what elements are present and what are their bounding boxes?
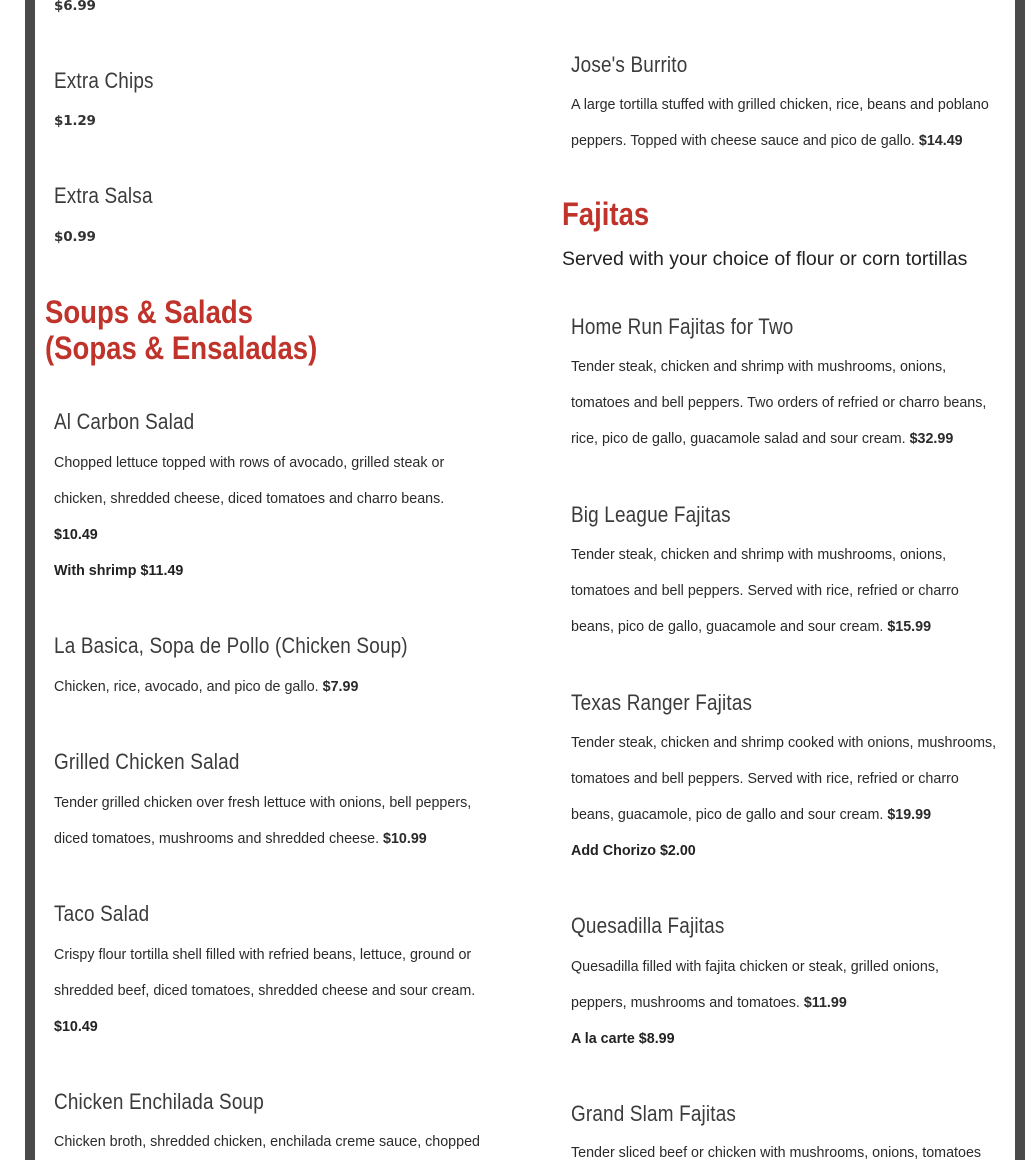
menu-item-desc: Tender steak, chicken and shrimp with mushrooms, onions, [571,359,947,375]
menu-item-price: $19.99 [887,807,932,823]
menu-item-desc: Tender sliced beef or chicken with mushrooms, onions, tomatoes [571,1145,982,1160]
menu-item-desc [571,995,847,1011]
menu-item-title: Quesadilla Fajitas [571,913,725,938]
menu-item-extra: Add Chorizo $2.00 [571,843,696,859]
menu-item-price: $10.49 [54,1019,98,1035]
menu-item-title: Grand Slam Fajitas [571,1101,737,1126]
section-subtitle: Served with your choice of flour or corn tortillas [562,248,968,270]
section-title-soups-salads [45,294,317,366]
menu-item-desc [54,831,427,847]
menu-item-title: Extra Chips [54,68,154,93]
menu-item-title: Extra Salsa [54,183,153,208]
menu-item-price: $15.99 [887,619,932,635]
menu-item-desc: chicken, shredded cheese, diced tomatoes and charro beans. [54,491,445,507]
menu-item-desc: Quesadilla filled with fajita chicken or steak, grilled onions, [571,959,939,975]
menu-item-title: Al Carbon Salad [54,409,195,434]
section-title-fajitas: Fajitas [562,196,650,232]
menu-item-desc [54,679,358,695]
menu-item-price: $0.99 [54,229,96,245]
menu-item-title: Grilled Chicken Salad [54,749,240,774]
menu-item-title: Taco Salad [54,901,150,926]
section-title-line: Soups & Salads [45,294,253,330]
menu-item-desc: shredded beef, diced tomatoes, shredded cheese and sour cream. [54,983,476,999]
menu-item-title: Big League Fajitas [571,502,731,527]
menu-item-desc: Tender steak, chicken and shrimp with mushrooms, onions, [571,547,947,563]
top-price: $6.99 [54,0,96,14]
menu-item-desc: tomatoes and bell peppers. Two orders of refried or charro beans, [571,395,987,411]
desc-text: diced tomatoes, mushrooms and shredded cheese. [54,831,380,847]
menu-item-desc [571,431,953,447]
menu-item-price: $7.99 [322,679,359,695]
desc-text: beans, pico de gallo, guacamole and sour cream. [571,619,884,635]
menu-item-desc: tomatoes and bell peppers. Served with rice, refried or charro [571,583,959,599]
menu-item-desc: Tender steak, chicken and shrimp cooked with onions, mushrooms, [571,735,997,751]
menu-item-title: Texas Ranger Fajitas [571,690,753,715]
desc-text: beans, guacamole, pico de gallo and sour cream. [571,807,884,823]
menu-item-price: $11.99 [803,995,847,1011]
menu-item-extra: A la carte $8.99 [571,1031,675,1047]
menu-item-desc: Tender grilled chicken over fresh lettuce with onions, bell peppers, [54,795,472,811]
left-border [25,0,35,1160]
menu-item-desc: tomatoes and bell peppers. Served with rice, refried or charro [571,771,959,787]
menu-item-desc [571,133,963,149]
menu-item-desc: A large tortilla stuffed with grilled chicken, rice, beans and poblano [571,97,989,113]
menu-item-desc [571,807,931,823]
section-title-line: (Sopas & Ensaladas) [45,330,318,366]
menu-item-price: $10.49 [54,527,98,543]
menu-item-price: $14.49 [918,133,963,149]
desc-text: peppers. Topped with cheese sauce and pico de gallo. [571,133,915,149]
menu-item-title: La Basica, Sopa de Pollo (Chicken Soup) [54,633,408,658]
menu-item-title: Jose's Burrito [571,52,688,77]
menu-item-desc: Chicken broth, shredded chicken, enchilada creme sauce, chopped [54,1134,480,1150]
desc-text: peppers, mushrooms and tomatoes. [571,995,800,1011]
menu-item-title: Home Run Fajitas for Two [571,314,794,339]
menu-item-price: $32.99 [909,431,954,447]
menu-item-price: $1.29 [54,113,96,129]
menu-item-desc [571,619,931,635]
menu-item-price: $10.99 [383,831,427,847]
menu-item-desc: Crispy flour tortilla shell filled with refried beans, lettuce, ground or [54,947,472,963]
desc-text: Chicken, rice, avocado, and pico de gallo. [54,679,319,695]
menu-item-desc: Chopped lettuce topped with rows of avocado, grilled steak or [54,455,445,471]
menu-item-title: Chicken Enchilada Soup [54,1089,264,1114]
desc-text: rice, pico de gallo, guacamole salad and sour cream. [571,431,906,447]
menu-item-extra: With shrimp $11.49 [54,563,184,579]
right-border [1015,0,1025,1160]
